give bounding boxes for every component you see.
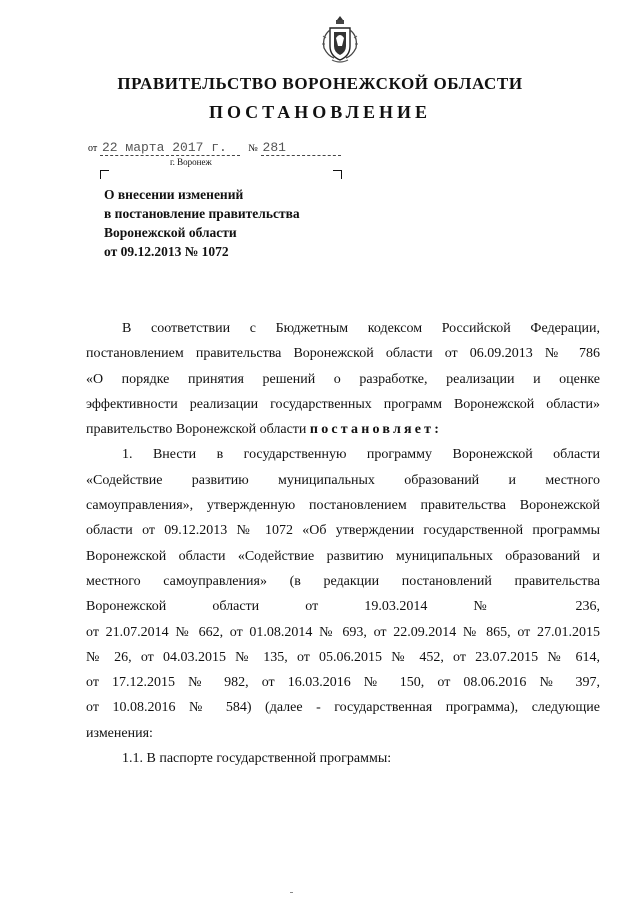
body-line — [86, 417, 600, 442]
enacting-word: постановляет: — [309, 422, 443, 438]
subject-line: О внесении изменений — [104, 187, 244, 202]
date-prefix: от — [88, 143, 98, 154]
body-line: области от 09.12.2013 № 1072 «Об утверждении государственной программы — [86, 523, 600, 539]
body-line: № 26, от 04.03.2015 № 135, от 05.06.2015 № 452, от 23.07.2015 № 614, — [86, 649, 600, 665]
city: г. Воронеж — [170, 157, 212, 167]
body-line: Воронежской области от 19.03.2014 № 236, — [86, 599, 600, 615]
body-line: от 10.08.2016 № 584) (далее - государственная программа), следующие — [86, 700, 600, 716]
body-line: изменения: — [86, 725, 153, 741]
body-line: «Содействие развитию муниципальных образований и местного — [86, 472, 600, 488]
body-line: самоуправления», утвержденную постановлением правительства Воронежской — [86, 498, 600, 514]
subject-line: от 09.12.2013 № 1072 — [104, 244, 229, 259]
subject-bracket-right — [333, 170, 342, 179]
body-line: «О порядке принятия решений о разработке, реализации и оценке — [86, 371, 600, 387]
body-line: от 21.07.2014 № 662, от 01.08.2014 № 693, от 22.09.2014 № 865, от 27.01.2015 — [86, 624, 600, 640]
document-body — [86, 316, 600, 771]
document-subject — [104, 185, 300, 261]
body-line: 1. Внести в государственную программу Воронежской области — [122, 447, 600, 463]
body-line: постановлением правительства Воронежской области от 06.09.2013 № 786 — [86, 346, 600, 362]
document-date: 22 марта 2017 г. — [100, 140, 240, 156]
body-line: местного самоуправления» (в редакции постановлений правительства — [86, 573, 600, 589]
coat-of-arms-icon — [318, 12, 362, 66]
body-line: эффективности реализации государственных программ Воронежской области» — [86, 396, 600, 412]
page-mark — [290, 892, 293, 893]
document-number: 281 — [261, 140, 341, 156]
subject-line: Воронежской области — [104, 225, 237, 240]
body-line: 1.1. В паспорте государственной программы: — [122, 751, 392, 767]
subject-line: в постановление правительства — [104, 206, 300, 221]
number-prefix: № — [248, 143, 258, 154]
subject-bracket-left — [100, 170, 109, 179]
enacting-clause: правительство Воронежской области — [86, 422, 307, 438]
body-line: от 17.12.2015 № 982, от 16.03.2016 № 150, от 08.06.2016 № 397, — [86, 675, 600, 691]
document-meta — [88, 140, 341, 156]
government-name: ПРАВИТЕЛЬСТВО ВОРОНЕЖСКОЙ ОБЛАСТИ — [117, 74, 523, 93]
body-line: Воронежской области «Содействие развитию муниципальных образований и — [86, 548, 600, 564]
body-line: В соответствии с Бюджетным кодексом Российской Федерации, — [122, 321, 600, 336]
document-type: ПОСТАНОВЛЕНИЕ — [208, 102, 432, 122]
